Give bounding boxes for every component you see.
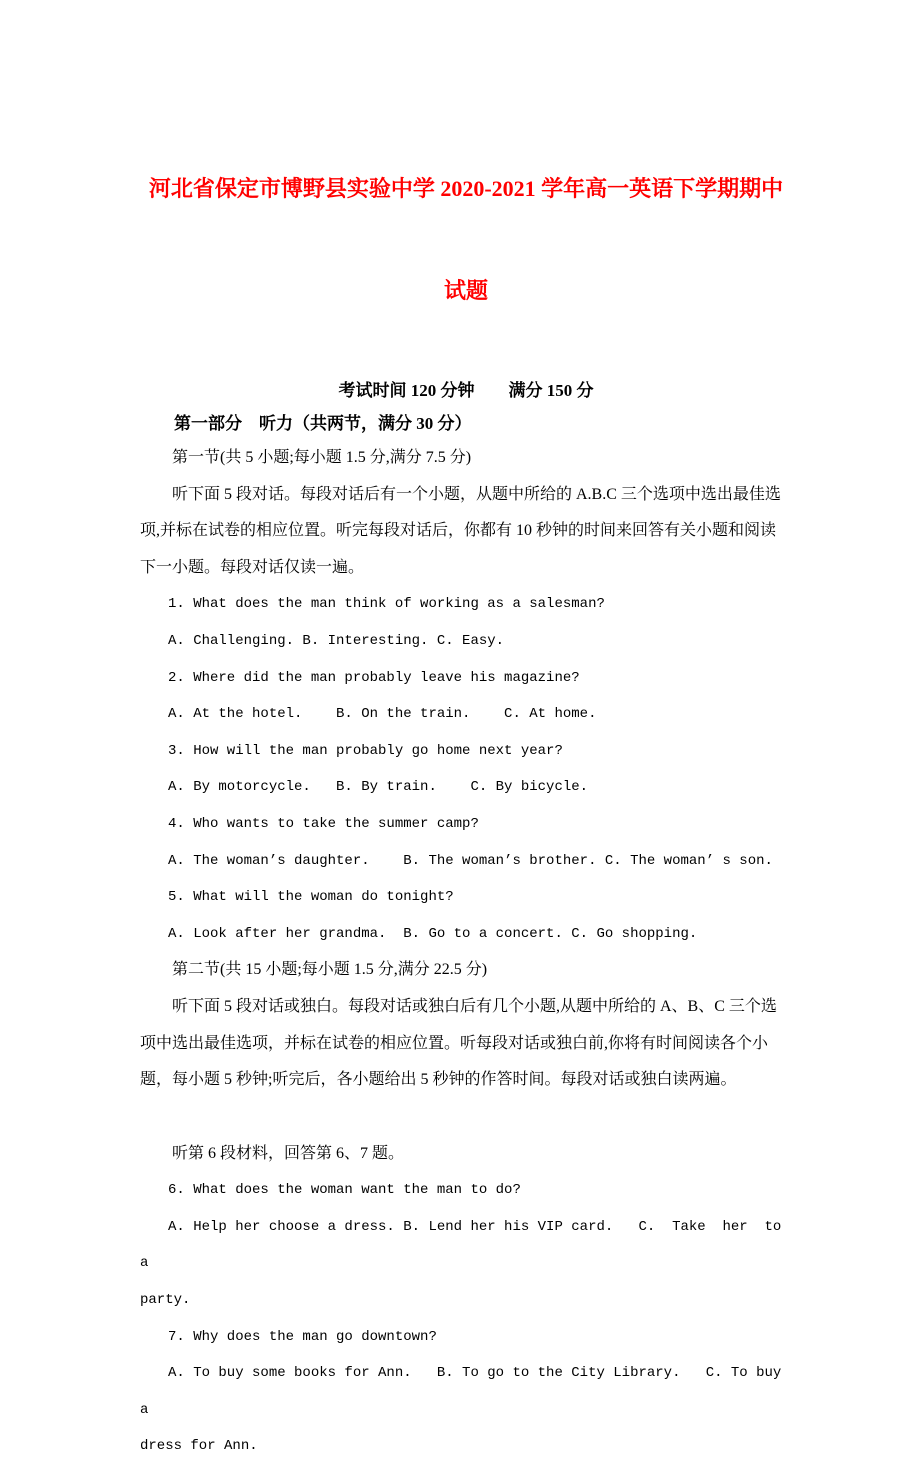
section2-instructions-line-3: 题，每小题 5 秒钟;听完后，各小题给出 5 秒钟的作答时间。每段对话或独白读两遍。 xyxy=(140,1071,737,1089)
question-1: 1. What does the man think of working as a salesman? xyxy=(168,596,605,613)
question-6: 6. What does the woman want the man to do? xyxy=(168,1182,521,1199)
section2-instructions-line-2: 项中选出最佳选项，并标在试卷的相应位置。听每段对话或独白前,你将有时间阅读各个小 xyxy=(140,1034,769,1052)
section1-instructions-line-1: 听下面 5 段对话。每段对话后有一个小题，从题中所给的 A.B.C 三个选项中选出最佳选 xyxy=(172,485,781,503)
question-7-options-line-2: dress for Ann. xyxy=(140,1438,258,1455)
material6-lead: 听第 6 段材料，回答第 6、7 题。 xyxy=(172,1144,405,1162)
question-7: 7. Why does the man go downtown? xyxy=(168,1328,437,1345)
document-title xyxy=(140,104,792,376)
question-6-options-line-2: party. xyxy=(140,1292,191,1309)
question-4: 4. Who wants to take the summer camp? xyxy=(168,815,479,832)
title-line-2: 试题 xyxy=(443,278,488,303)
question-2: 2. Where did the man probably leave his magazine? xyxy=(168,669,580,686)
section1-instructions-line-3: 下一小题。每段对话仅读一遍。 xyxy=(140,558,365,576)
question-3: 3. How will the man probably go home next year? xyxy=(168,742,563,759)
section1-instructions-line-2: 项,并标在试卷的相应位置。听完每段对话后，你都有 10 秒钟的时间来回答有关小题和阅读 xyxy=(140,522,777,540)
question-5: 5. What will the woman do tonight? xyxy=(168,889,454,906)
title-line-1: 河北省保定市博野县实验中学 2020-2021 学年高一英语下学期期中 xyxy=(148,176,784,201)
section2-heading: 第二节(共 15 小题;每小题 1.5 分,满分 22.5 分) xyxy=(172,961,488,979)
question-7-options-line-1: A. To buy some books for Ann. B. To go to the City Library. C. To buy a xyxy=(140,1365,790,1418)
exam-info: 考试时间 120 分钟 满分 150 分 xyxy=(338,381,594,400)
document-body xyxy=(140,104,799,1465)
question-5-options: A. Look after her grandma. B. Go to a concert. C. Go shopping. xyxy=(168,925,698,942)
section1-heading: 第一节(共 5 小题;每小题 1.5 分,满分 7.5 分) xyxy=(172,449,472,466)
question-1-options: A. Challenging. B. Interesting. C. Easy. xyxy=(168,632,505,649)
question-2-options: A. At the hotel. B. On the train. C. At home. xyxy=(168,706,597,723)
question-3-options: A. By motorcycle. B. By train. C. By bicycle. xyxy=(168,779,589,796)
question-6-options-line-1: A. Help her choose a dress. B. Lend her his VIP card. C. Take her to a xyxy=(140,1218,799,1272)
blank-line xyxy=(140,1099,792,1136)
question-4-options: A. The woman’s daughter. B. The woman’s brother. C. The woman’ s son. xyxy=(168,852,773,869)
section2-instructions-line-1: 听下面 5 段对话或独白。每段对话或独白后有几个小题,从题中所给的 A、B、C 三个选 xyxy=(172,997,777,1015)
part1-heading: 第一部分 听力（共两节，满分 30 分） xyxy=(174,414,472,433)
